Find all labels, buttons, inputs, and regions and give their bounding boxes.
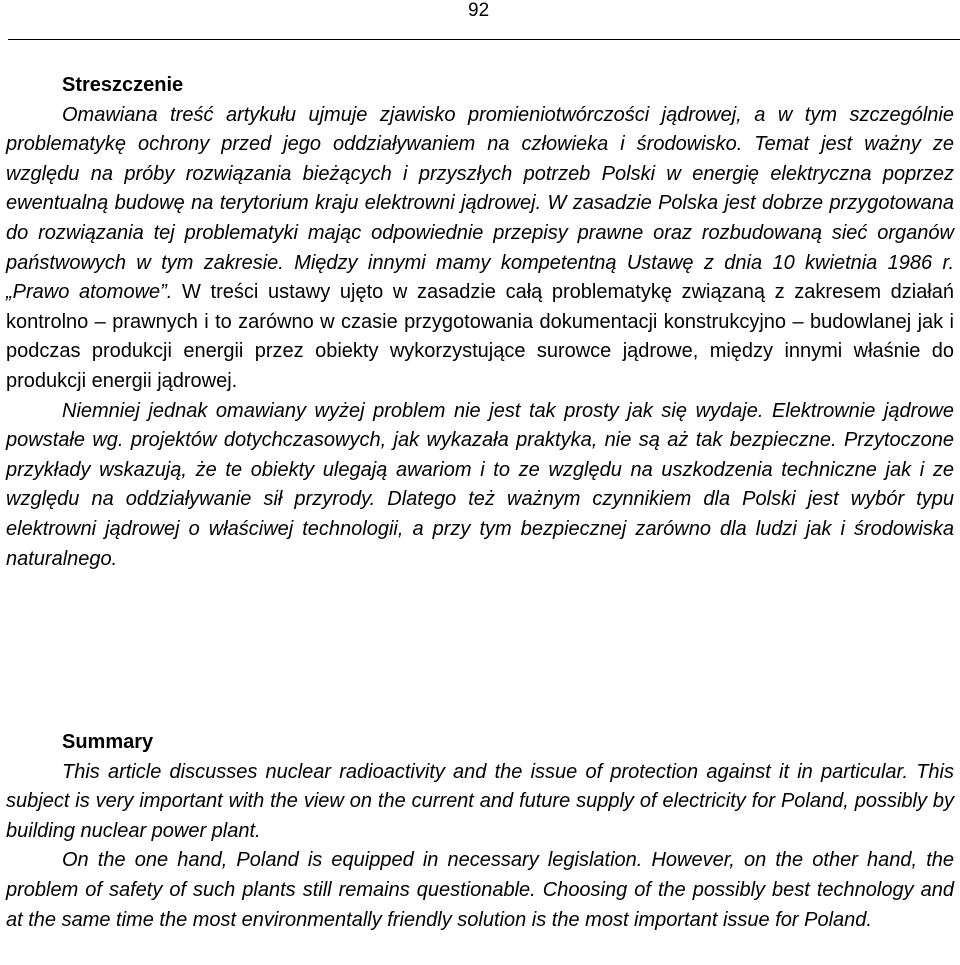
- abstract-heading: Streszczenie: [62, 74, 184, 96]
- summary-heading: Summary: [62, 731, 154, 753]
- abstract-section: [6, 71, 954, 574]
- summary-section: [6, 728, 954, 935]
- page-number-text: 92: [468, 0, 490, 21]
- summary-paragraph-2: On the one hand, Poland is equipped in necessary legislation. However, on the other hand, the problem of safety of such plants still remains questionable. Choosing of the possibly best technology and at the same time the most environmentally friendly solution is the most important issue for Poland.: [6, 849, 954, 931]
- header-rule: [8, 39, 960, 40]
- abstract-paragraph-1-upright: W treści ustawy ujęto w zasadzie całą problematykę związaną z zakresem działań kontrolno – prawnych i to zarówno w czasie przygotowania dokumentacji konstrukcyjno – budowlanej jak i podczas produkcji energii przez obiekty wykorzystujące surowce jądrowe, między innymi właśnie do produkcji energii jądrowej.: [6, 281, 955, 392]
- abstract-paragraph-1-italic: Omawiana treść artykułu ujmuje zjawisko promieniotwórczości jądrowej, a w tym szczególnie problematykę ochrony przed jego oddziaływaniem na człowieka i środowisko. Temat jest ważny ze względu na próby rozwiązania bieżących i przyszłych potrzeb Polski w energię elektryczna poprzez ewentualną budowę na terytorium kraju elektrowni jądrowej. W zasadzie Polska jest dobrze przygotowana do rozwiązania tej problematyki mając odpowiednie przepisy prawne oraz rozbudowaną sieć organów państwowych w tym zakresie. Między innymi mamy kompetentną Ustawę z dnia 10 kwietnia 1986 r. „Prawo atomowe”.: [6, 103, 954, 304]
- abstract-paragraph-1: [6, 101, 954, 397]
- summary-paragraph-1: This article discusses nuclear radioactivity and the issue of protection against it in particular. This subject is very important with the view on the current and future supply of electricity for Poland, possibly by building nuclear power plant.: [6, 760, 954, 842]
- abstract-paragraph-2: Niemniej jednak omawiany wyżej problem nie jest tak prosty jak się wydaje. Elektrownie jądrowe powstałe wg. projektów dotychczasowych, jak wykazała praktyka, nie są aż tak bezpieczne. Przytoczone przykłady wskazują, że te obiekty ulegają awariom i to ze względu na uszkodzenia techniczne jak i ze względu na oddziaływanie sił przyrody. Dlatego też ważnym czynnikiem dla Polski jest wybór typu elektrowni jądrowej o właściwej technologii, a przy tym bezpiecznej zarówno dla ludzi jak i środowiska naturalnego.: [6, 399, 954, 570]
